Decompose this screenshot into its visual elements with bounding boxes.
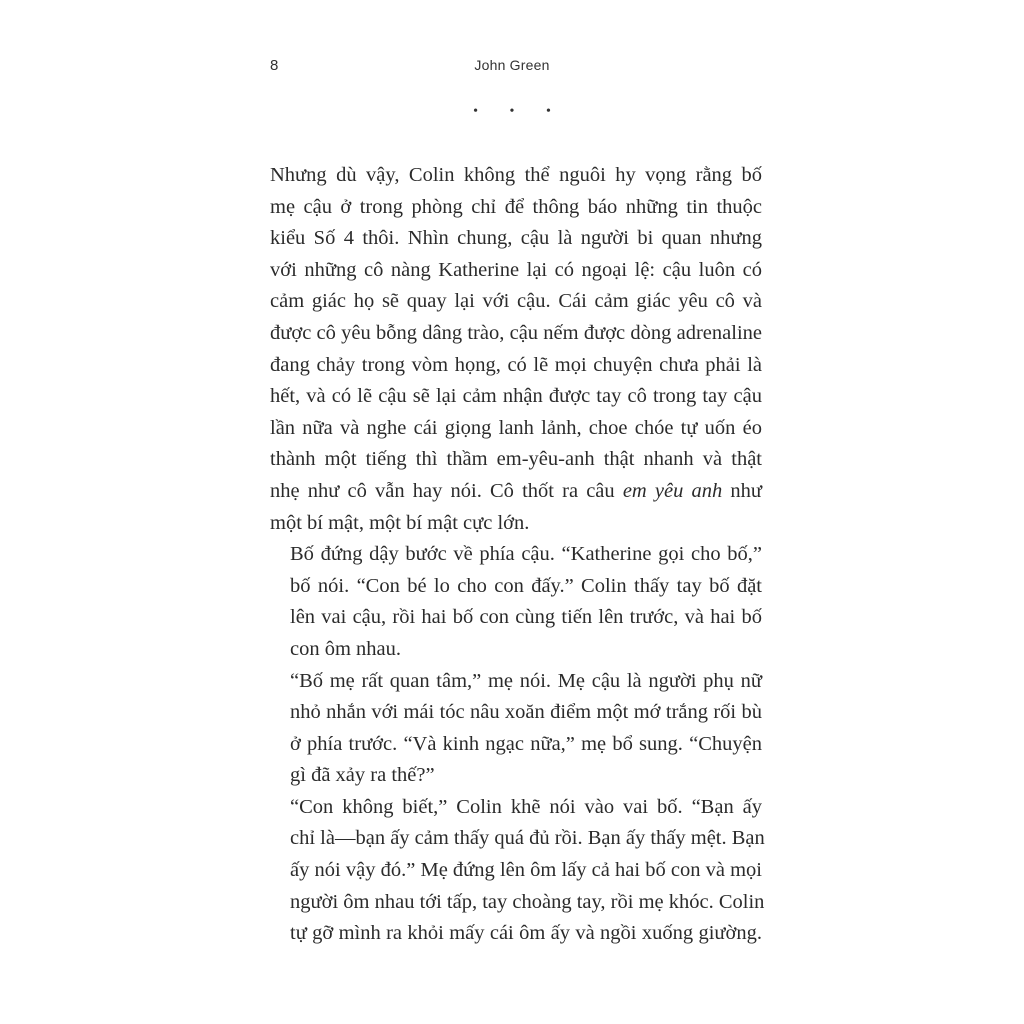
page-number: 8 — [270, 57, 279, 74]
text-line: Bố đứng dậy bước về phía cậu. “Katherine gọi cho bố,” — [290, 543, 762, 566]
text-line-with-italic — [270, 476, 762, 508]
paragraph-1 — [270, 160, 762, 539]
text-segment: như — [722, 479, 762, 502]
section-break-dots: • • • — [473, 104, 565, 119]
text-line: gì đã xảy ra thế?” — [290, 764, 435, 787]
text-line: với những cô nàng Katherine lại có ngoại lệ: cậu luôn có — [270, 258, 762, 281]
paragraph-3 — [270, 666, 762, 792]
body-text — [270, 160, 765, 950]
text-line: lần nữa và nghe cái giọng lanh lảnh, choe chóe tự uốn éo — [270, 416, 762, 439]
text-line: một bí mật, một bí mật cực lớn. — [270, 511, 530, 534]
text-line: Nhưng dù vậy, Colin không thể nguôi hy vọng rằng bố — [270, 164, 762, 186]
text-line: được cô yêu bỗng dâng trào, cậu nếm được dòng adrenaline — [270, 321, 762, 344]
text-line: thành một tiếng thì thầm em-yêu-anh thật nhanh và thật — [270, 448, 762, 471]
text-line: “Bố mẹ rất quan tâm,” mẹ nói. Mẹ cậu là người phụ nữ — [290, 669, 762, 692]
text-line: tự gỡ mình ra khỏi mấy cái ôm ấy và ngồi xuống giường. — [290, 922, 762, 945]
text-line: hết, và có lẽ cậu sẽ lại cảm nhận được tay cô trong tay cậu — [270, 385, 762, 408]
text-line: con ôm nhau. — [290, 637, 402, 660]
text-line: ở phía trước. “Và kinh ngạc nữa,” mẹ bổ sung. “Chuyện — [290, 732, 762, 755]
text-line: người ôm nhau tới tấp, tay choàng tay, rồi mẹ khóc. Colin — [290, 890, 765, 913]
text-line: cảm giác họ sẽ quay lại với cậu. Cái cảm giác yêu cô và — [270, 290, 762, 313]
text-line: kiểu Số 4 thôi. Nhìn chung, cậu là người bi quan nhưng — [270, 227, 762, 250]
text-line: đang chảy trong vòm họng, có lẽ mọi chuyện chưa phải là — [270, 353, 762, 376]
text-line: lên vai cậu, rồi hai bố con cùng tiến lên trước, và hai bố — [290, 606, 762, 629]
text-line: mẹ cậu ở trong phòng chỉ để thông báo những tin thuộc — [270, 195, 762, 218]
text-line: “Con không biết,” Colin khẽ nói vào vai bố. “Bạn ấy — [290, 795, 762, 818]
text-line: nhỏ nhắn với mái tóc nâu xoăn điểm một mớ trắng rối bù — [290, 701, 762, 724]
text-line: ấy nói vậy đó.” Mẹ đứng lên ôm lấy cả hai bố con và mọi — [290, 859, 762, 882]
paragraph-2 — [270, 539, 762, 665]
italic-phrase: em yêu anh — [622, 479, 723, 502]
text-line: chỉ là—bạn ấy cảm thấy quá đủ rồi. Bạn ấy thấy mệt. Bạn — [290, 827, 765, 850]
running-head-author: John Green — [474, 57, 550, 73]
text-line: bố nói. “Con bé lo cho con đấy.” Colin thấy tay bố đặt — [290, 574, 762, 597]
text-segment: nhẹ như cô vẫn hay nói. Cô thốt ra câu — [270, 479, 623, 502]
paragraph-4 — [270, 792, 765, 950]
